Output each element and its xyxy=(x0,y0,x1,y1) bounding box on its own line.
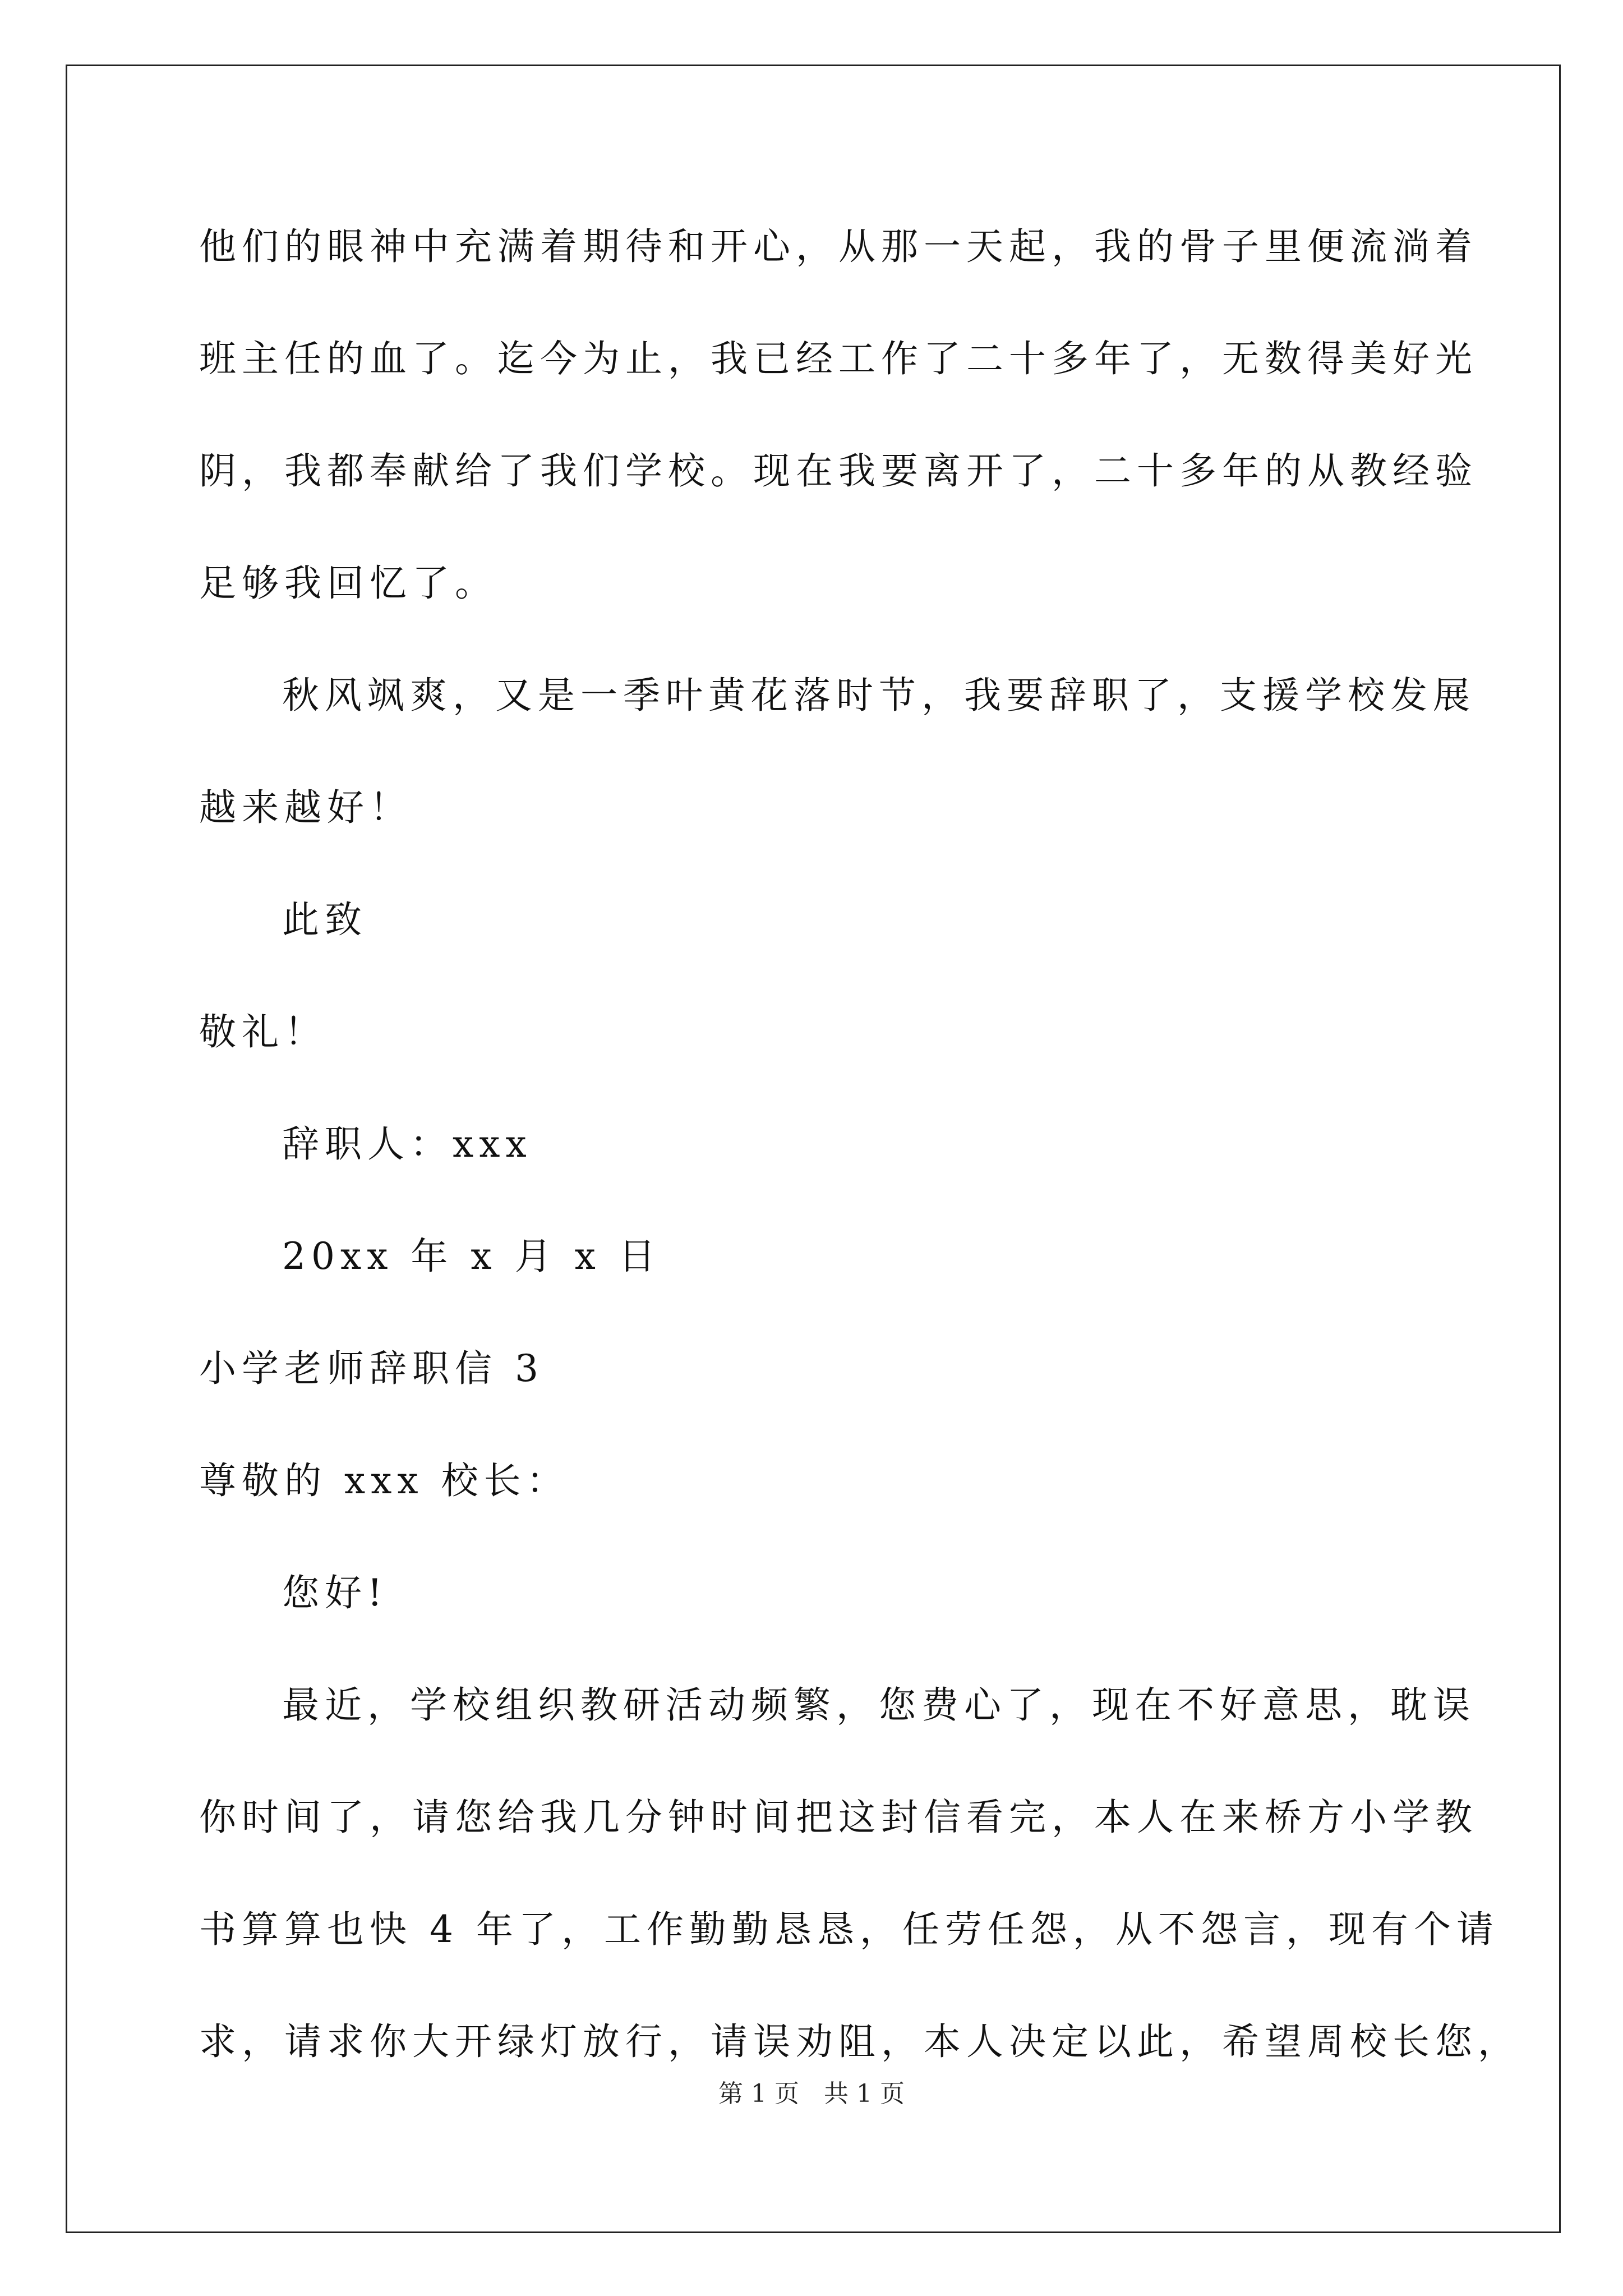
text-line: 足够我回忆了。 xyxy=(199,562,497,605)
text-line: 你时间了，请您给我几分钟时间把这封信看完，本人在来桥方小学教 xyxy=(199,1796,1478,1839)
letter-salutation: 尊敬的 xxx 校长： xyxy=(199,1459,569,1502)
greeting-line: 您好! xyxy=(282,1571,388,1614)
text-line: 他们的眼神中充满着期待和开心，从那一天起，我的骨子里便流淌着 xyxy=(199,225,1478,268)
page-number-footer: 第 1 页 共 1 页 xyxy=(718,2079,905,2108)
signature-line: 辞职人：xxx xyxy=(282,1122,532,1166)
closing-salutation: 此致 xyxy=(282,898,367,941)
text-line: 班主任的血了。迄今为止，我已经工作了二十多年了，无数得美好光 xyxy=(199,337,1478,380)
closing-respect: 敬礼！ xyxy=(199,1010,327,1053)
text-line: 求，请求你大开绿灯放行，请误劝阻，本人决定以此，希望周校长您， xyxy=(199,2020,1520,2063)
text-line: 阴，我都奉献给了我们学校。现在我要离开了，二十多年的从教经验 xyxy=(199,449,1478,493)
date-line: 20xx 年 x 月 x 日 xyxy=(282,1235,661,1278)
text-line: 最近，学校组织教研活动频繁，您费心了，现在不好意思，耽误 xyxy=(282,1683,1476,1727)
section-title: 小学老师辞职信 3 xyxy=(199,1347,544,1390)
text-line: 越来越好！ xyxy=(199,786,412,829)
text-line: 书算算也快 4 年了，工作勤勤恳恳，任劳任怨，从不怨言，现有个请 xyxy=(199,1908,1499,1951)
text-line: 秋风飒爽，又是一季叶黄花落时节，我要辞职了，支援学校发展 xyxy=(282,674,1476,717)
